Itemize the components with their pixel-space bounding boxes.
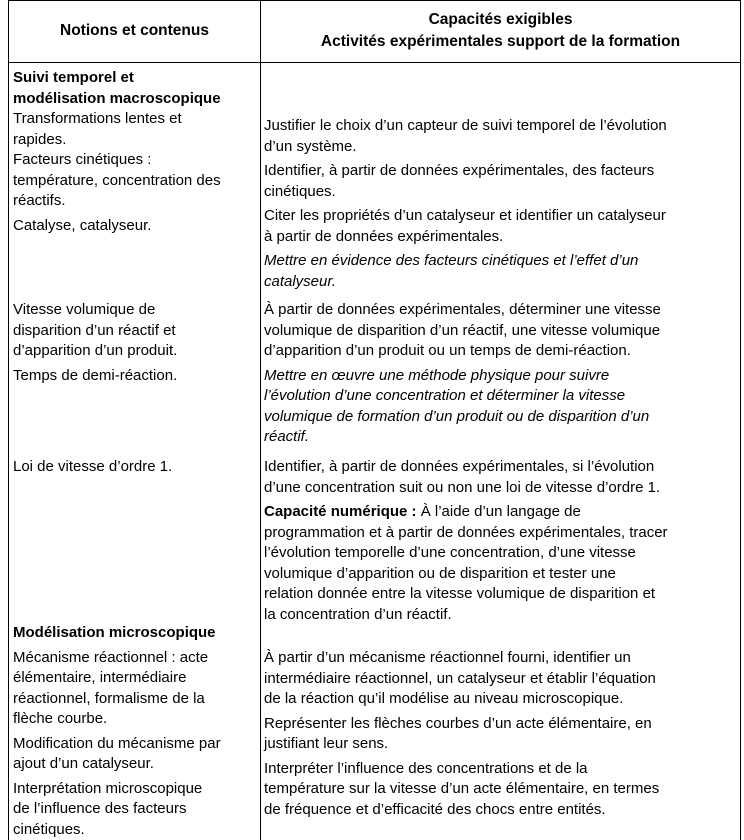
section1-title-line2: modélisation macroscopique (13, 89, 221, 107)
cap-evidence-line2: catalyseur. (264, 272, 336, 290)
block2-capacites (264, 300, 738, 448)
notion-vitesse-line2: disparition d’un réactif et (13, 321, 176, 339)
notion-modification-line1: Modification du mécanisme par (13, 734, 221, 752)
cap-ordre1-line1: Identifier, à partir de données expérimentales, si l’évolution (264, 458, 655, 475)
cap-mecanisme-line3: de la réaction qu’il modélise au niveau microscopique. (264, 690, 624, 707)
cap-numerique-line2: programmation et à partir de données expérimentales, tracer (264, 523, 668, 541)
block3-capacites (264, 457, 738, 625)
notion-interpretation-line3: cinétiques. (13, 820, 85, 838)
cap-numerique-line5: relation donnée entre la vitesse volumique de disparition et (264, 585, 656, 602)
cap-facteurs-line2: cinétiques. (264, 182, 336, 200)
cap-interpreter-line1: Interpréter l’influence des concentrations et de la (264, 759, 588, 777)
cap-methode-line1: Mettre en œuvre une méthode physique pour suivre (264, 366, 610, 384)
cap-methode-line3: volumique de formation d’un produit ou de disparition d’un (264, 407, 650, 425)
header-capacites: Capacités exigibles (428, 11, 573, 28)
cap-fleches-line1: Représenter les flèches courbes d’un acte élémentaire, en (264, 714, 652, 732)
notion-mecanisme-line2: élémentaire, intermédiaire (13, 669, 187, 686)
section2-notions (13, 623, 259, 840)
block3-notions (13, 457, 259, 478)
notion-facteurs-line1: Facteurs cinétiques : (13, 151, 152, 168)
cap-vitesse-line1: À partir de données expérimentales, déterminer une vitesse (264, 301, 661, 318)
notion-mecanisme-line1: Mécanisme réactionnel : acte (13, 648, 209, 666)
notion-transformations-line2: rapides. (13, 130, 67, 148)
notion-vitesse-line1: Vitesse volumique de (13, 301, 156, 318)
cap-methode-line2: l’évolution d’une concentration et déterminer la vitesse (264, 387, 626, 404)
notion-catalyse: Catalyse, catalyseur. (13, 216, 152, 234)
cap-vitesse-line2: volumique de disparition d’un réactif, une vitesse volumique (264, 321, 661, 339)
cap-numerique-label: Capacité numérique : (264, 503, 417, 520)
section2-title: Modélisation microscopique (13, 624, 216, 641)
header-col1 (9, 20, 260, 42)
cap-interpreter-line2: température sur la vitesse d’un acte élémentaire, en termes (264, 780, 660, 797)
section1-notions (13, 68, 259, 236)
cap-catalyseur-line1: Citer les propriétés d’un catalyseur et identifier un catalyseur (264, 207, 666, 224)
notion-interpretation-line1: Interprétation microscopique (13, 779, 203, 797)
section1-title-line1: Suivi temporel et (13, 69, 134, 86)
cap-ordre1-line2: d’une concentration suit ou non une loi de vitesse d’ordre 1. (264, 478, 661, 496)
cap-numerique-rest: À l’aide d’un langage de (416, 503, 581, 520)
notion-mecanisme-line3: réactionnel, formalisme de la (13, 689, 205, 707)
cap-interpreter-line3: de fréquence et d’efficacité des chocs entre entités. (264, 800, 606, 818)
block1-capacites (264, 116, 738, 292)
cap-fleches-line2: justifiant leur sens. (264, 735, 389, 752)
cap-facteurs-line1: Identifier, à partir de données expérimentales, des facteurs (264, 162, 655, 179)
cap-numerique-line3: l’évolution temporelle d’une concentration, d’une vitesse (264, 544, 636, 561)
table-border-top (8, 0, 741, 1)
notion-loi-vitesse: Loi de vitesse d’ordre 1. (13, 458, 173, 475)
cap-catalyseur-line2: à partir de données expérimentales. (264, 227, 504, 245)
notion-transformations-line1: Transformations lentes et (13, 110, 182, 127)
cap-evidence-line1: Mettre en évidence des facteurs cinétiques et l’effet d’un (264, 252, 639, 269)
cap-mecanisme-line2: intermédiaire réactionnel, un catalyseur et établir l’équation (264, 669, 656, 687)
notion-modification-line2: ajout d’un catalyseur. (13, 755, 154, 772)
header-activites: Activités expérimentales support de la formation (320, 33, 681, 50)
notion-mecanisme-line4: flèche courbe. (13, 710, 108, 727)
notion-vitesse-line3: d’apparition d’un produit. (13, 342, 178, 359)
block2-notions (13, 300, 259, 386)
header-col2 (261, 9, 740, 53)
header-divider (8, 62, 741, 63)
header-notions: Notions et contenus (60, 22, 209, 39)
cap-capteur-line1: Justifier le choix d’un capteur de suivi temporel de l’évolution (264, 117, 667, 134)
cap-capteur-line2: d’un système. (264, 137, 357, 155)
section2-capacites (264, 648, 738, 820)
cap-mecanisme-line1: À partir d’un mécanisme réactionnel fourni, identifier un (264, 649, 631, 666)
table-border-left (8, 0, 9, 840)
cap-methode-line4: réactif. (264, 428, 310, 445)
notion-facteurs-line2: température, concentration des (13, 171, 221, 189)
cap-numerique-line6: la concentration d’un réactif. (264, 605, 452, 623)
notion-interpretation-line2: de l’influence des facteurs (13, 800, 187, 817)
table-border-right (740, 0, 741, 840)
cap-numerique-line4: volumique d’apparition ou de disparition et tester une (264, 564, 616, 582)
column-divider (260, 0, 261, 840)
notion-facteurs-line3: réactifs. (13, 192, 66, 209)
notion-demi-reaction: Temps de demi-réaction. (13, 366, 178, 384)
cap-vitesse-line3: d’apparition d’un produit ou un temps de demi-réaction. (264, 342, 631, 359)
cap-numerique-line1 (264, 502, 738, 523)
